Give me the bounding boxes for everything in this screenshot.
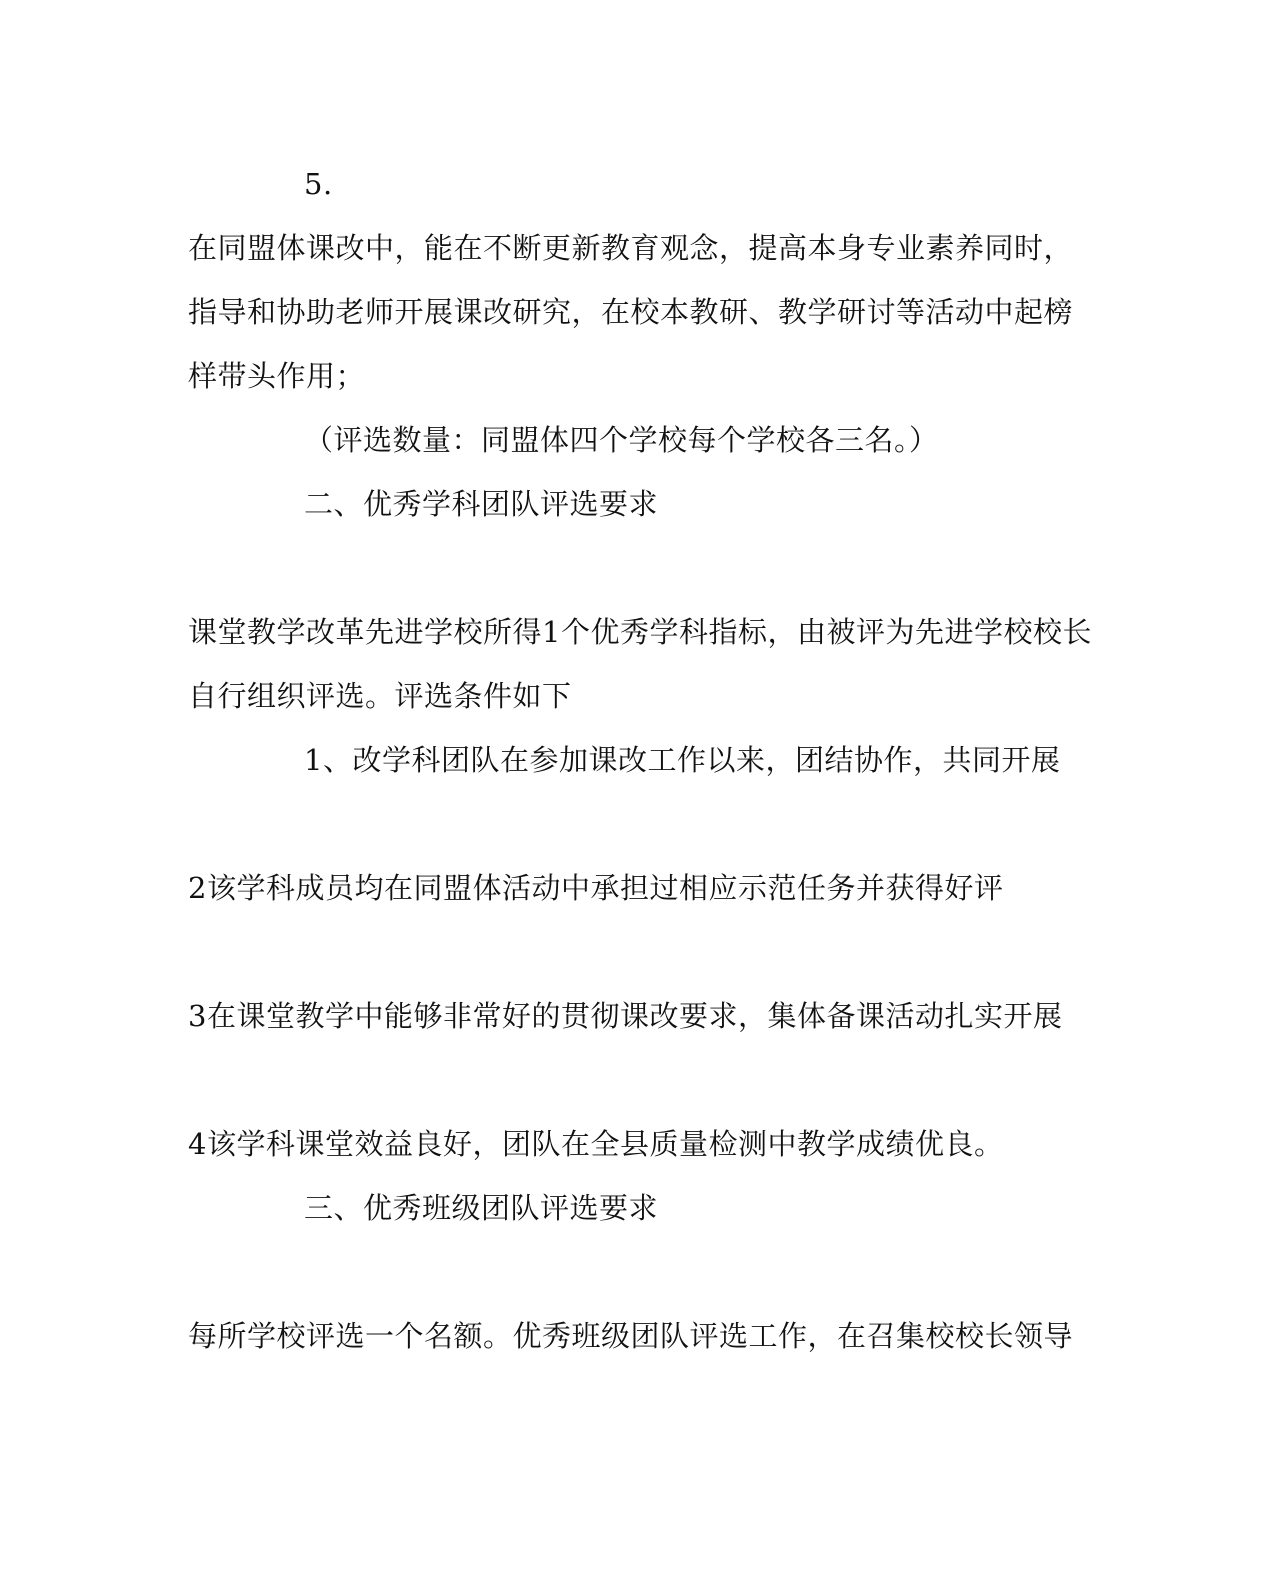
paragraph-line: 每所学校评选一个名额。优秀班级团队评选工作，在召集校校长领导 (188, 1319, 1074, 1353)
quota-note: （评选数量：同盟体四个学校每个学校各三名。） (304, 423, 939, 457)
condition-item: 4该学科课堂效益良好，团队在全县质量检测中教学成绩优良。 (188, 1127, 1004, 1161)
paragraph-line: 自行组织评选。评选条件如下 (188, 679, 572, 713)
item-number: 5. (304, 167, 333, 201)
condition-item: 3在课堂教学中能够非常好的贯彻课改要求，集体备课活动扎实开展 (188, 999, 1063, 1033)
section-heading: 二、优秀学科团队评选要求 (304, 487, 659, 521)
condition-item: 2该学科成员均在同盟体活动中承担过相应示范任务并获得好评 (188, 871, 1004, 905)
condition-item: 1、改学科团队在参加课改工作以来，团结协作，共同开展 (304, 743, 1061, 777)
paragraph-line: 样带头作用； (188, 359, 366, 393)
paragraph-line: 课堂教学改革先进学校所得1个优秀学科指标，由被评为先进学校校长 (188, 615, 1092, 649)
paragraph-line: 在同盟体课改中，能在不断更新教育观念，提高本身专业素养同时， (188, 231, 1074, 265)
section-heading: 三、优秀班级团队评选要求 (304, 1191, 659, 1225)
paragraph-line: 指导和协助老师开展课改研究，在校本教研、教学研讨等活动中起榜 (188, 295, 1074, 329)
